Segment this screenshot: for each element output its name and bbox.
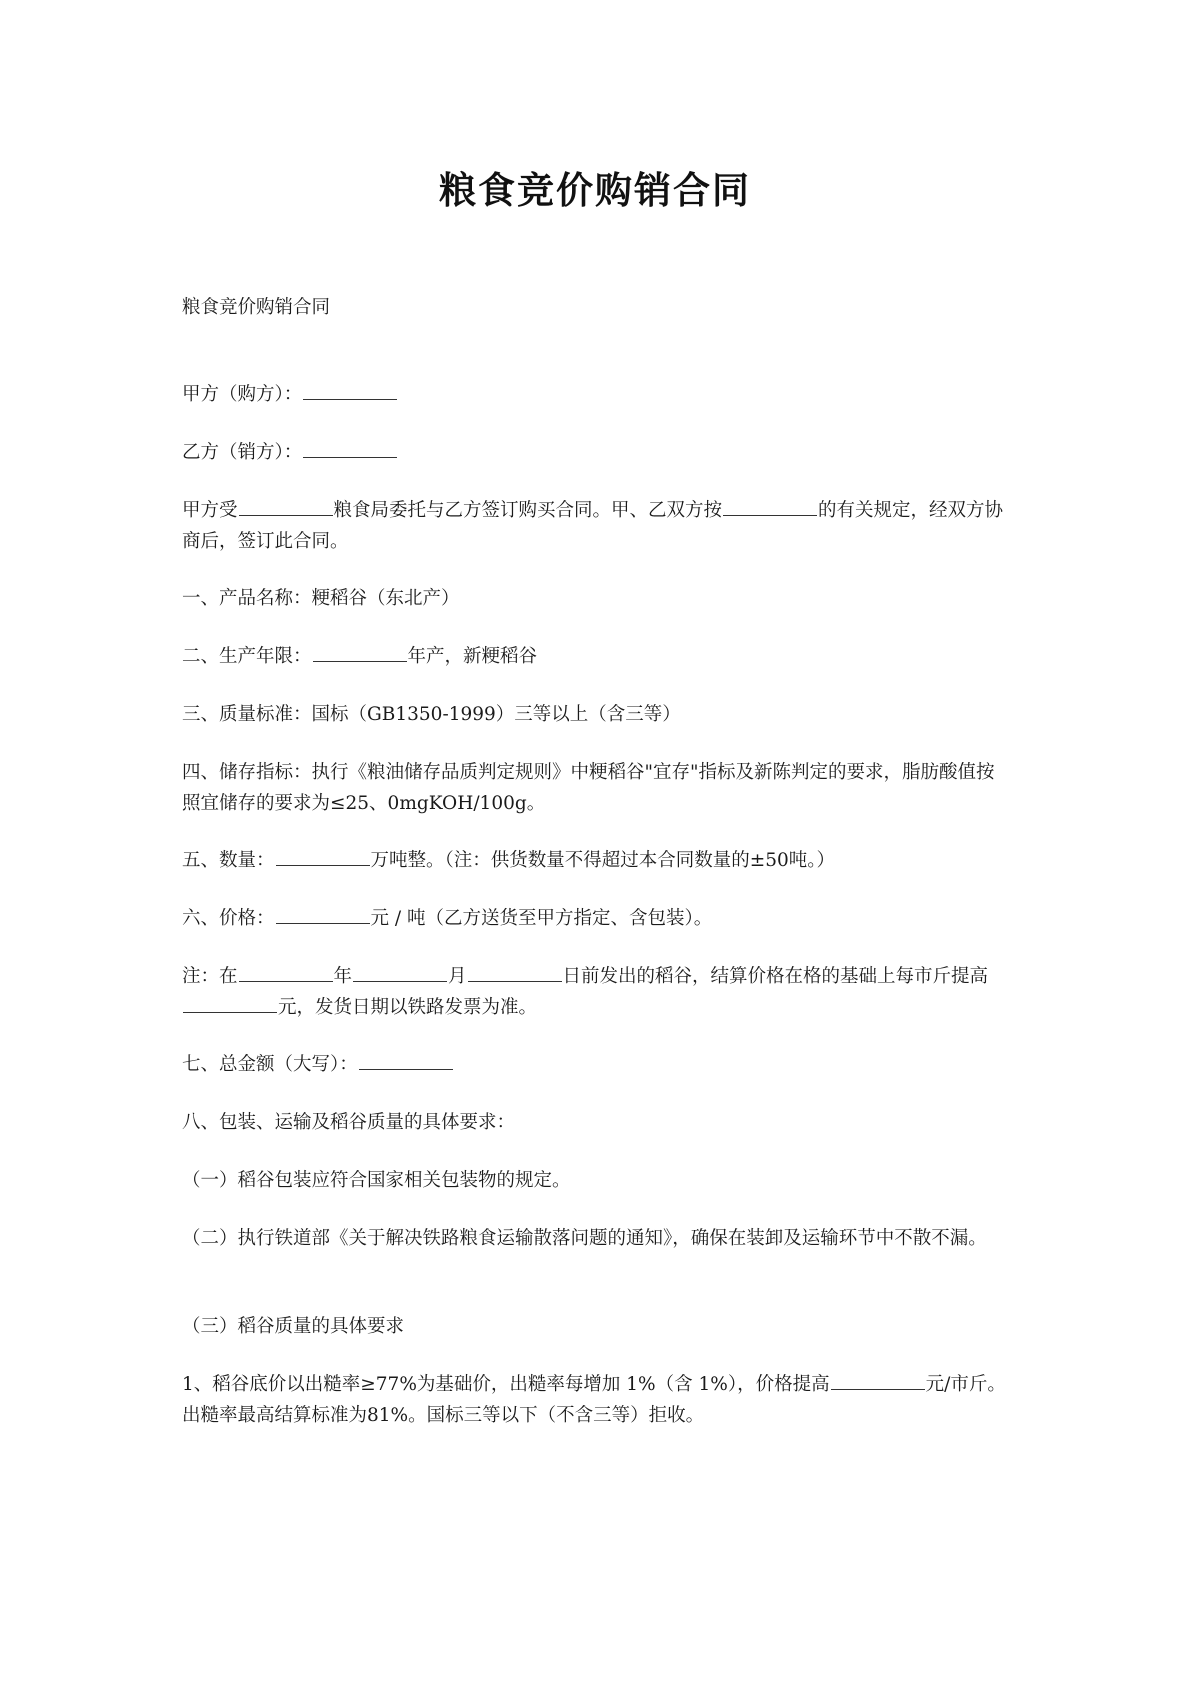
- base-price-text-2: 元/市斤。出糙率最高结算标准为81%。国标三等以下（不含三等）拒收。: [182, 1374, 1006, 1426]
- party-b-label: 乙方（销方）：: [182, 442, 303, 463]
- intro-bureau-blank[interactable]: [239, 495, 333, 516]
- document-subtitle: 粮食竞价购销合同: [182, 297, 331, 318]
- clause-2-label: 二、生产年限：: [182, 646, 312, 667]
- clause-5-quantity: [182, 845, 1012, 876]
- note-text-3: 月: [448, 966, 467, 987]
- clause-6-text: 元 / 吨（乙方送货至甲方指定、含包装）。: [370, 908, 713, 929]
- intro-regulation-blank[interactable]: [723, 495, 817, 516]
- clause-8-1-packaging: （一）稻谷包装应符合国家相关包装物的规定。: [182, 1170, 571, 1191]
- note-text-1: 注：在: [182, 966, 238, 987]
- note-text-5: 元，发货日期以铁路发票为准。: [278, 997, 538, 1018]
- clause-6-label: 六、价格：: [182, 908, 275, 929]
- note-text-2: 年: [333, 966, 353, 987]
- price-note: [182, 961, 1012, 1023]
- party-a-blank[interactable]: [303, 379, 397, 400]
- clause-8-2-transport: （二）执行铁道部《关于解决铁路粮食运输散落问题的通知》，确保在装卸及运输环节中不散不漏。: [182, 1228, 987, 1249]
- clause-8-3-1-base-price: [182, 1369, 1012, 1431]
- base-price-text-1: 1、稻谷底价以出糙率≥77%为基础价，出糙率每增加 1%（含 1%），价格提高: [182, 1374, 830, 1395]
- intro-paragraph: [182, 495, 1012, 557]
- note-day-blank[interactable]: [468, 961, 562, 982]
- intro-text-2: 粮食局委托与乙方签订购买合同。甲、乙双方按: [333, 500, 723, 521]
- clause-1-product-name: 一、产品名称：粳稻谷（东北产）: [182, 588, 460, 609]
- clause-4-storage-index: 四、储存指标：执行《粮油储存品质判定规则》中粳稻谷"宜存"指标及新陈判定的要求，脂肪酸值按照宜储存的要求为≤25、0mgKOH/100g。: [182, 762, 995, 814]
- clause-3-quality-standard: 三、质量标准：国标（GB1350-1999）三等以上（含三等）: [182, 704, 681, 725]
- clause-5-label: 五、数量：: [182, 850, 275, 871]
- note-year-blank[interactable]: [239, 961, 333, 982]
- intro-text-3: 的有关规定，经双方协商后，签订此合同。: [182, 500, 1004, 552]
- clause-8-requirements: 八、包装、运输及稻谷质量的具体要求：: [182, 1112, 516, 1133]
- party-b-blank[interactable]: [303, 437, 397, 458]
- clause-6-price: [182, 903, 1012, 934]
- quantity-blank[interactable]: [276, 845, 370, 866]
- document-title: 粮食竞价购销合同: [439, 169, 751, 212]
- clause-7-total-amount: [182, 1049, 1012, 1080]
- intro-text-1: 甲方受: [182, 500, 238, 521]
- party-a-label: 甲方（购方）：: [182, 384, 303, 405]
- party-a-line: [182, 379, 1012, 410]
- clause-5-text: 万吨整。（注：供货数量不得超过本合同数量的±50吨。）: [370, 850, 836, 871]
- clause-2-text: 年产，新粳稻谷: [407, 646, 538, 667]
- note-text-4: 日前发出的稻谷，结算价格在格的基础上每市斤提高: [562, 966, 989, 987]
- production-year-blank[interactable]: [313, 641, 407, 662]
- party-b-line: [182, 437, 1012, 468]
- note-month-blank[interactable]: [353, 961, 447, 982]
- total-amount-blank[interactable]: [359, 1049, 453, 1070]
- clause-7-label: 七、总金额（大写）：: [182, 1054, 358, 1075]
- clause-2-production-year: [182, 641, 1012, 672]
- price-blank[interactable]: [276, 903, 370, 924]
- clause-8-3-quality: （三）稻谷质量的具体要求: [182, 1316, 405, 1337]
- note-increase-blank[interactable]: [183, 992, 277, 1013]
- price-increase-blank[interactable]: [831, 1369, 925, 1390]
